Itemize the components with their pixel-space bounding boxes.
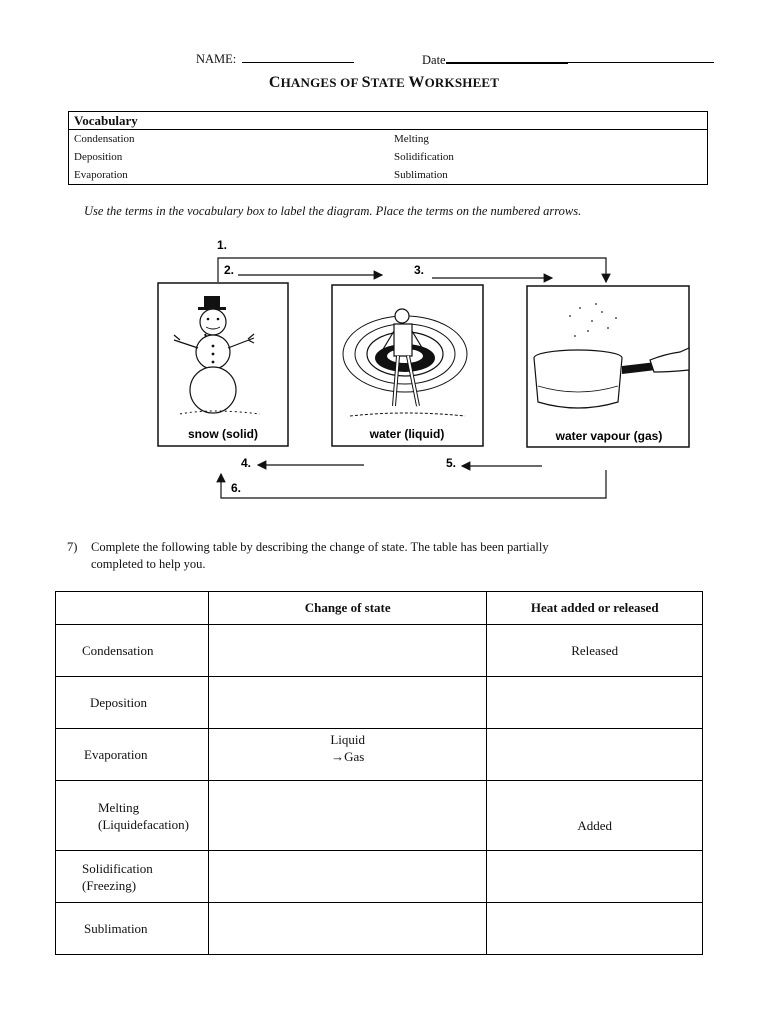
vocab-term: Solidification: [394, 151, 454, 163]
heat-cell[interactable]: [487, 903, 703, 955]
snowman-head-icon: [200, 309, 226, 335]
vocab-term: Melting: [394, 133, 429, 145]
arrow-number-6: 6.: [231, 481, 242, 495]
water-panel: [332, 285, 483, 446]
question-text-line1: Complete the following table by describing the change of state. The table has been partially: [91, 540, 549, 554]
change-cell[interactable]: [208, 677, 486, 729]
vocab-term: Deposition: [74, 151, 123, 163]
change-cell[interactable]: [208, 851, 486, 903]
arrow-number-2: 2.: [224, 263, 235, 277]
table-row: [56, 851, 703, 903]
term-cell: Melting (Liquidefacation): [56, 781, 209, 851]
arrow-number-5: 5.: [446, 456, 457, 470]
heat-cell[interactable]: [487, 729, 703, 781]
term-cell: Deposition: [56, 677, 209, 729]
question-7: [67, 539, 671, 573]
arrow-number-3: 3.: [414, 263, 425, 277]
table-header-term: [56, 592, 209, 625]
table-row: [56, 729, 703, 781]
snowman-panel: [158, 283, 288, 446]
vapour-panel: [527, 286, 689, 447]
term-cell: Evaporation: [56, 729, 209, 781]
table-row: [56, 781, 703, 851]
arrow-6: [221, 470, 606, 498]
term-cell: Condensation: [56, 625, 209, 677]
heat-cell[interactable]: Added: [487, 781, 703, 851]
arrow-number-1: 1.: [217, 238, 228, 252]
term-cell: Sublimation: [56, 903, 209, 955]
heat-cell[interactable]: Released: [487, 625, 703, 677]
hat-icon: [204, 296, 220, 308]
states-diagram: [150, 236, 720, 506]
caption-gas: water vapour (gas): [555, 429, 663, 443]
heat-cell[interactable]: [487, 677, 703, 729]
change-cell[interactable]: [208, 903, 486, 955]
name-label: NAME:: [196, 52, 237, 66]
name-blank[interactable]: [242, 52, 354, 63]
date-field[interactable]: [422, 52, 714, 68]
page-title: CHANGES OF STATE WORKSHEET: [268, 74, 500, 91]
diagram-svg: [150, 236, 720, 506]
date-blank[interactable]: [446, 52, 714, 63]
table-row: [56, 677, 703, 729]
date-label: Date: [422, 53, 446, 67]
change-cell[interactable]: Liquid →Gas: [208, 729, 486, 781]
change-cell[interactable]: [208, 625, 486, 677]
change-cell[interactable]: [208, 781, 486, 851]
caption-liquid: water (liquid): [369, 427, 445, 441]
question-text-line2: completed to help you.: [91, 557, 206, 571]
vocab-term: Sublimation: [394, 169, 448, 181]
vocab-term: Condensation: [74, 133, 135, 145]
vocabulary-box: [68, 111, 708, 185]
table-row: [56, 903, 703, 955]
heat-cell[interactable]: [487, 851, 703, 903]
table-row: [56, 625, 703, 677]
changes-of-state-table: [55, 591, 703, 955]
caption-solid: snow (solid): [188, 427, 258, 441]
question-number: 7): [67, 540, 78, 554]
term-cell: Solidification (Freezing): [56, 851, 209, 903]
person-icon: [395, 309, 409, 323]
table-header-change: Change of state: [208, 592, 486, 625]
table-header-row: [56, 592, 703, 625]
table-header-heat: Heat added or released: [487, 592, 703, 625]
arrow-number-4: 4.: [241, 456, 252, 470]
instruction-text: Use the terms in the vocabulary box to label the diagram. Place the terms on the numbered arrows.: [84, 204, 582, 218]
name-field[interactable]: [196, 52, 354, 67]
vocabulary-heading: Vocabulary: [69, 112, 707, 130]
vocab-term: Evaporation: [74, 169, 128, 181]
